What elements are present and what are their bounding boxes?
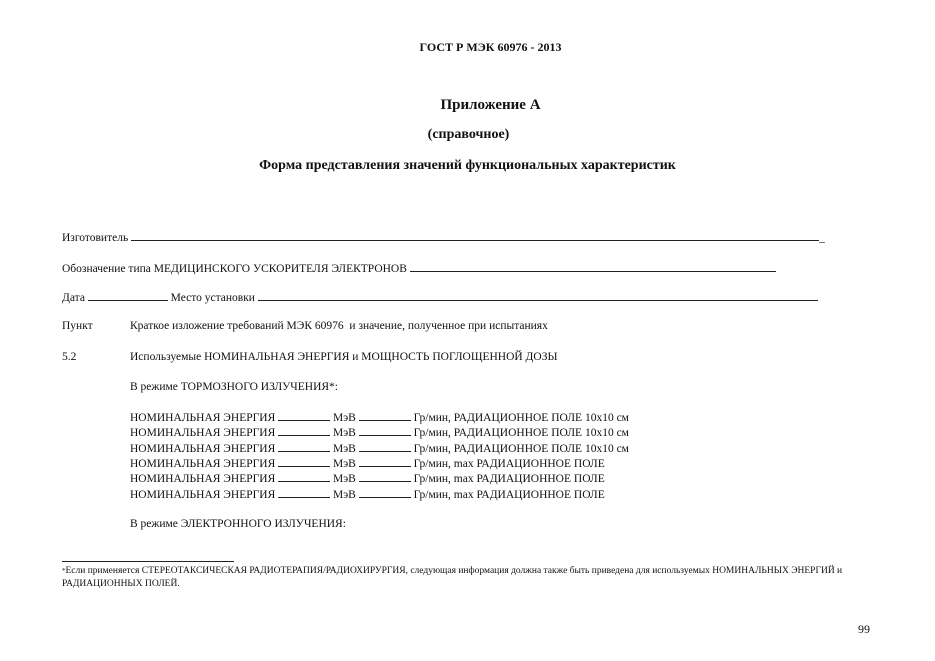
document-header: ГОСТ Р МЭК 60976 - 2013	[419, 40, 562, 54]
date-field[interactable]	[88, 290, 168, 301]
dose-rate-unit: Гр/мин, РАДИАЦИОННОЕ ПОЛЕ 10х10 см	[413, 442, 629, 455]
type-field[interactable]	[410, 261, 776, 272]
type-row	[62, 261, 776, 275]
energy-unit: МэВ	[333, 442, 356, 455]
item-text: Используемые НОМИНАЛЬНАЯ ЭНЕРГИЯ и МОЩНОСТЬ ПОГЛОЩЕННОЙ ДОЗЫ	[130, 351, 558, 363]
electron-mode-label: В режиме ЭЛЕКТРОННОГО ИЗЛУЧЕНИЯ:	[130, 518, 346, 530]
dose-rate-unit: Гр/мин, max РАДИАЦИОННОЕ ПОЛЕ	[413, 473, 605, 486]
energy-value-field[interactable]	[278, 456, 330, 467]
energy-row	[130, 471, 605, 487]
appendix-kind: (справочное)	[427, 127, 510, 142]
item-number: 5.2	[62, 351, 77, 363]
footnote-mark: *	[62, 567, 66, 575]
manufacturer-row	[62, 230, 825, 244]
location-label: Место установки	[170, 292, 255, 304]
energy-value-field[interactable]	[278, 410, 330, 421]
date-label: Дата	[62, 292, 85, 304]
dose-rate-unit: Гр/мин, РАДИАЦИОННОЕ ПОЛЕ 10х10 см	[413, 427, 629, 440]
footnote-text: Если применяется СТЕРЕОТАКСИЧЕСКАЯ РАДИОТЕРАПИЯ/РАДИОХИРУРГИЯ, следующая информация должна также быть приведена для используемых НОМИНАЛЬНЫХ ЭНЕРГИЙ и РАДИАЦИОННЫХ ПОЛЕЙ.	[62, 566, 843, 589]
dose-rate-field[interactable]	[359, 441, 411, 452]
footnote-rule	[62, 561, 234, 562]
energy-unit: МэВ	[333, 457, 356, 470]
brems-mode-label: В режиме ТОРМОЗНОГО ИЗЛУЧЕНИЯ*:	[130, 381, 338, 393]
energy-value-field[interactable]	[278, 441, 330, 452]
energy-row	[130, 410, 629, 426]
dose-rate-unit: Гр/мин, РАДИАЦИОННОЕ ПОЛЕ 10х10 см	[413, 412, 629, 424]
energy-value-field[interactable]	[278, 425, 330, 436]
dose-rate-field[interactable]	[359, 471, 411, 482]
manufacturer-field[interactable]	[131, 230, 819, 241]
appendix-title: Приложение А	[440, 97, 541, 113]
energy-row	[130, 487, 605, 503]
energy-unit: МэВ	[333, 427, 356, 440]
manufacturer-label: Изготовитель	[62, 232, 129, 244]
dose-rate-field[interactable]	[359, 425, 411, 436]
col-summary-header: Краткое изложение требований МЭК 60976 и значение, полученное при испытаниях	[130, 320, 548, 332]
energy-row	[130, 425, 629, 441]
energy-row	[130, 441, 629, 457]
col-item-header: Пункт	[62, 320, 93, 332]
date-location-row	[62, 290, 818, 304]
dose-rate-field[interactable]	[359, 487, 411, 498]
energy-label: НОМИНАЛЬНАЯ ЭНЕРГИЯ	[130, 473, 276, 486]
energy-label: НОМИНАЛЬНАЯ ЭНЕРГИЯ	[130, 412, 276, 424]
dose-rate-field[interactable]	[359, 456, 411, 467]
dose-rate-field[interactable]	[359, 410, 411, 421]
energy-unit: МэВ	[333, 412, 356, 424]
energy-label: НОМИНАЛЬНАЯ ЭНЕРГИЯ	[130, 427, 276, 440]
manufacturer-tail: _	[819, 232, 825, 244]
form-title: Форма представления значений функциональных характеристик	[259, 158, 676, 173]
energy-value-field[interactable]	[278, 471, 330, 482]
location-field[interactable]	[258, 290, 818, 301]
energy-label: НОМИНАЛЬНАЯ ЭНЕРГИЯ	[130, 442, 276, 455]
dose-rate-unit: Гр/мин, max РАДИАЦИОННОЕ ПОЛЕ	[413, 488, 605, 501]
footnote	[62, 565, 852, 591]
energy-label: НОМИНАЛЬНАЯ ЭНЕРГИЯ	[130, 457, 276, 470]
energy-unit: МэВ	[333, 488, 356, 501]
dose-rate-unit: Гр/мин, max РАДИАЦИОННОЕ ПОЛЕ	[413, 457, 605, 470]
type-label: Обозначение типа МЕДИЦИНСКОГО УСКОРИТЕЛЯ ЭЛЕКТРОНОВ	[62, 263, 407, 275]
energy-label: НОМИНАЛЬНАЯ ЭНЕРГИЯ	[130, 488, 276, 501]
energy-row	[130, 456, 605, 472]
page-number: 99	[858, 622, 870, 636]
energy-unit: МэВ	[333, 473, 356, 486]
energy-value-field[interactable]	[278, 487, 330, 498]
